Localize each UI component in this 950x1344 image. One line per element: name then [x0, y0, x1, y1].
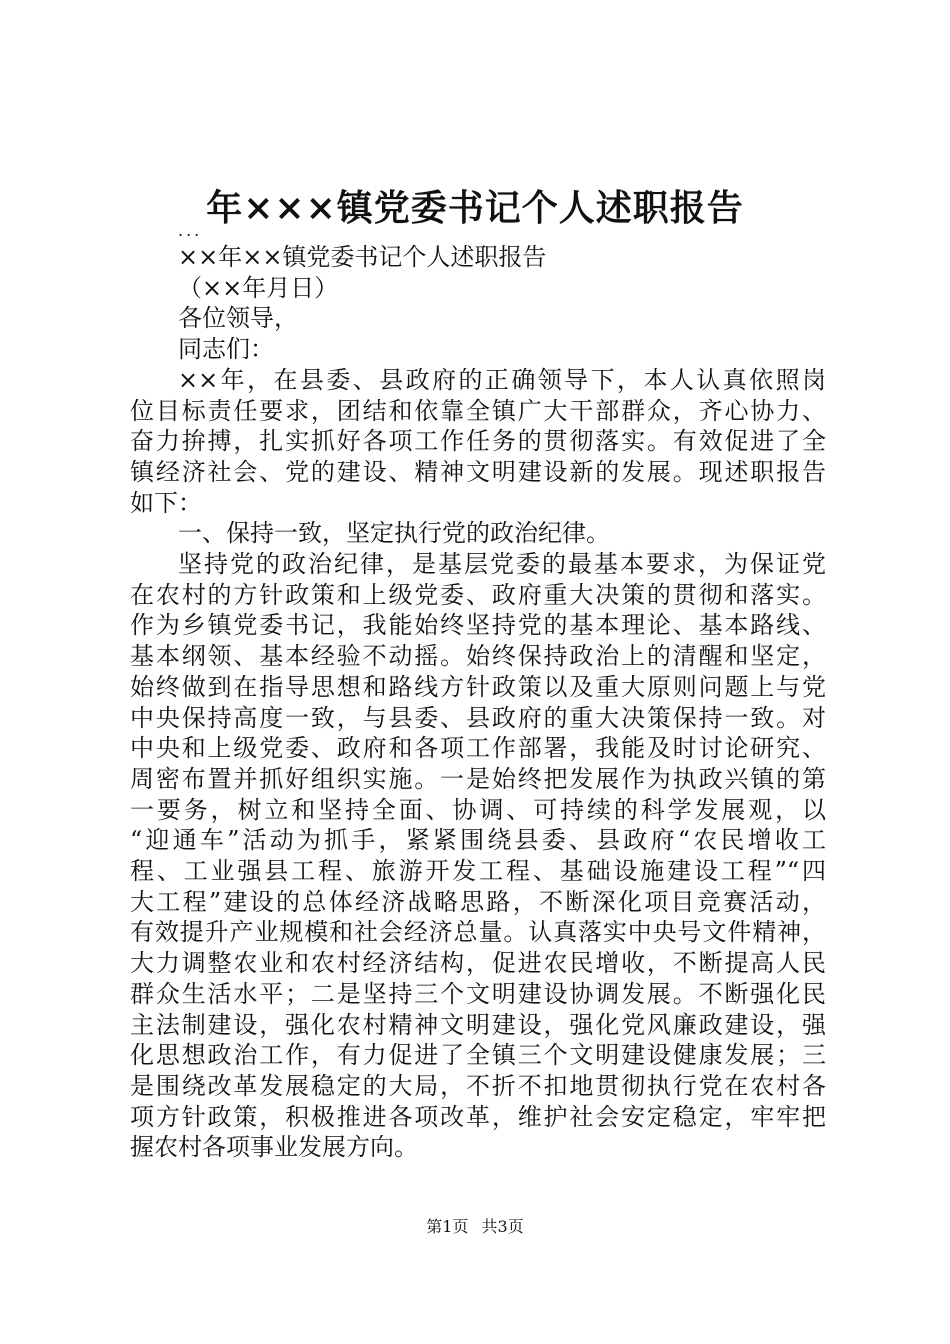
salutation-line: 各位领导， [178, 304, 298, 333]
paragraph-line: 坚持党的政治纪律，是基层党委的最基本要求，为保证党 [178, 550, 826, 579]
paragraph-line: 群众生活水平；二是坚持三个文明建设协调发展。不断强化民 [130, 979, 826, 1008]
document-title: 年×××镇党委书记个人述职报告 [206, 187, 744, 229]
paragraph-line: 奋力拚搏，扎实抓好各项工作任务的贯彻落实。有效促进了全 [130, 427, 826, 456]
paragraph-line: 一要务，树立和坚持全面、协调、可持续的科学发展观，以 [130, 795, 826, 824]
paragraph-line: 作为乡镇党委书记，我能始终坚持党的基本理论、基本路线、 [130, 611, 826, 640]
paragraph-line: 中央和上级党委、政府和各项工作部署，我能及时讨论研究、 [130, 734, 826, 763]
subtitle-line: ××年××镇党委书记个人述职报告 [178, 243, 547, 271]
section-heading: 一、保持一致，坚定执行党的政治纪律。 [178, 519, 610, 548]
page-total: 共3页 [481, 1217, 524, 1236]
page-footer [0, 1214, 950, 1237]
date-line: （××年月日） [178, 273, 339, 302]
paragraph-line: 基本纲领、基本经验不动摇。始终保持政治上的清醒和坚定， [130, 642, 826, 671]
paragraph-line: 项方针政策，积极推进各项改革，维护社会安定稳定，牢牢把 [130, 1102, 826, 1131]
paragraph-line: 如下： [130, 488, 202, 517]
paragraph-line: 周密布置并抓好组织实施。一是始终把发展作为执政兴镇的第 [130, 764, 826, 793]
paragraph-line: 有效提升产业规模和社会经济总量。认真落实中央号文件精神， [130, 918, 826, 947]
paragraph-line: 镇经济社会、党的建设、精神文明建设新的发展。现述职报告 [130, 457, 826, 486]
paragraph-line: 是围绕改革发展稳定的大局，不折不扣地贯彻执行党在农村各 [130, 1071, 826, 1100]
paragraph-line: ××年，在县委、县政府的正确领导下，本人认真依照岗 [178, 365, 826, 394]
ellipsis-mark: ... [178, 221, 203, 240]
paragraph-line: 中央保持高度一致，与县委、县政府的重大决策保持一致。对 [130, 703, 826, 732]
paragraph-line: 大力调整农业和农村经济结构，促进农民增收，不断提高人民 [130, 949, 826, 978]
paragraph-line: “迎通车”活动为抓手，紧紧围绕县委、县政府“农民增收工 [130, 826, 826, 855]
page-number: 第1页 [426, 1217, 469, 1236]
salutation-line: 同志们： [178, 335, 274, 364]
paragraph-line: 大工程”建设的总体经济战略思路，不断深化项目竞赛活动， [130, 887, 826, 916]
paragraph-line: 位目标责任要求，团结和依靠全镇广大干部群众，齐心协力、 [130, 396, 826, 425]
paragraph-line: 化思想政治工作，有力促进了全镇三个文明建设健康发展；三 [130, 1041, 826, 1070]
paragraph-line: 主法制建设，强化农村精神文明建设，强化党风廉政建设，强 [130, 1010, 826, 1039]
paragraph-line: 在农村的方针政策和上级党委、政府重大决策的贯彻和落实。 [130, 580, 826, 609]
document-body [130, 220, 826, 1163]
paragraph-line: 始终做到在指导思想和路线方针政策以及重大原则问题上与党 [130, 672, 826, 701]
paragraph-line: 程、工业强县工程、旅游开发工程、基础设施建设工程”“四 [130, 857, 826, 886]
paragraph-line: 握农村各项事业发展方向。 [130, 1133, 418, 1162]
